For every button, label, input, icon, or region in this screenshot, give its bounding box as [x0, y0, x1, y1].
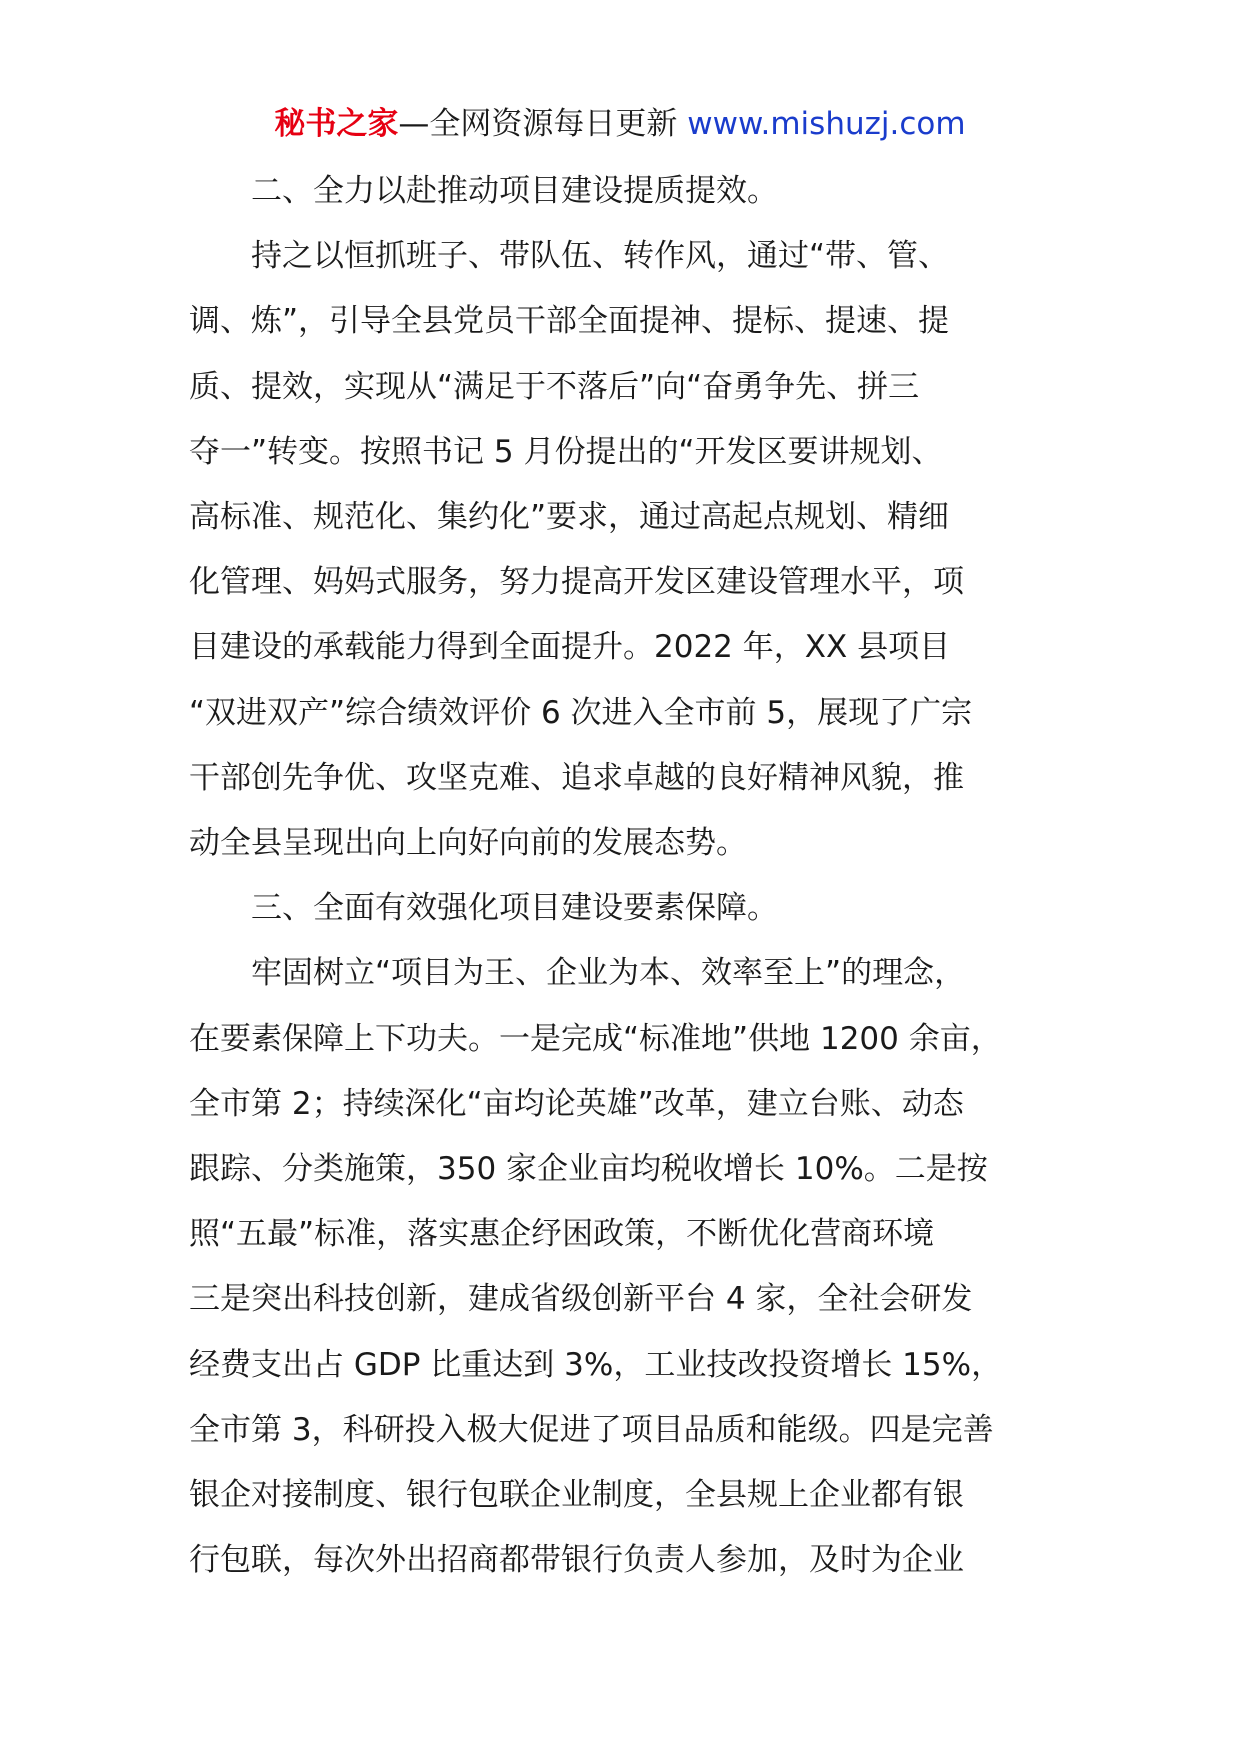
document-body	[189, 159, 1061, 1593]
text-line: 三、全面有效强化项目建设要素保障。	[251, 890, 778, 927]
paragraph-project-efficiency	[189, 224, 1061, 876]
text-line: 三是突出科技创新，建成省级创新平台 4 家，全社会研发	[189, 1281, 973, 1318]
section-heading-3	[189, 876, 1061, 941]
text-line: 干部创先争优、攻坚克难、追求卓越的良好精神风貌，推	[189, 759, 964, 796]
text-line: 动全县呈现出向上向好向前的发展态势。	[189, 825, 747, 862]
text-line: 持之以恒抓班子、带队伍、转作风，通过“带、管、	[251, 238, 950, 275]
brand-name: 秘书之家	[274, 106, 399, 142]
text-line: 质、提效，实现从“满足于不落后”向“奋勇争先、拼三	[189, 368, 920, 405]
text-line: 照“五最”标准，落实惠企纾困政策，不断优化营商环境	[189, 1216, 935, 1253]
text-line: 跟踪、分类施策，350 家企业亩均税收增长 10%。二是按	[189, 1151, 988, 1188]
section-heading-2	[189, 159, 1061, 224]
paragraph-factor-guarantee	[189, 941, 1061, 1593]
page-header	[0, 98, 1240, 150]
text-line: 夺一”转变。按照书记 5 月份提出的“开发区要讲规划、	[189, 433, 943, 470]
text-line: 化管理、妈妈式服务，努力提高开发区建设管理水平，项	[189, 564, 964, 601]
text-line: 全市第 3，科研投入极大促进了项目品质和能级。四是完善	[189, 1411, 994, 1448]
site-url[interactable]: www.mishuzj.com	[687, 106, 966, 142]
text-line: 在要素保障上下功夫。一是完成“标准地”供地 1200 余亩，	[189, 1020, 1002, 1057]
header-tagline: —全网资源每日更新	[398, 106, 688, 142]
text-line: 调、炼”，引导全县党员干部全面提神、提标、提速、提	[189, 303, 950, 340]
text-line: 经费支出占 GDP 比重达到 3%，工业技改投资增长 15%，	[189, 1346, 1003, 1383]
text-line: 牢固树立“项目为王、企业为本、效率至上”的理念，	[251, 955, 966, 992]
text-line: 目建设的承载能力得到全面提升。2022 年，XX 县项目	[189, 629, 951, 666]
text-line: 二、全力以赴推动项目建设提质提效。	[251, 173, 778, 209]
text-line: “双进双产”综合绩效评价 6 次进入全市前 5，展现了广宗	[189, 694, 973, 731]
text-line: 行包联，每次外出招商都带银行负责人参加，及时为企业	[189, 1542, 964, 1579]
text-line: 高标准、规范化、集约化”要求，通过高起点规划、精细	[189, 499, 950, 536]
text-line: 银企对接制度、银行包联企业制度，全县规上企业都有银	[189, 1477, 964, 1514]
text-line: 全市第 2；持续深化“亩均论英雄”改革，建立台账、动态	[189, 1085, 964, 1122]
